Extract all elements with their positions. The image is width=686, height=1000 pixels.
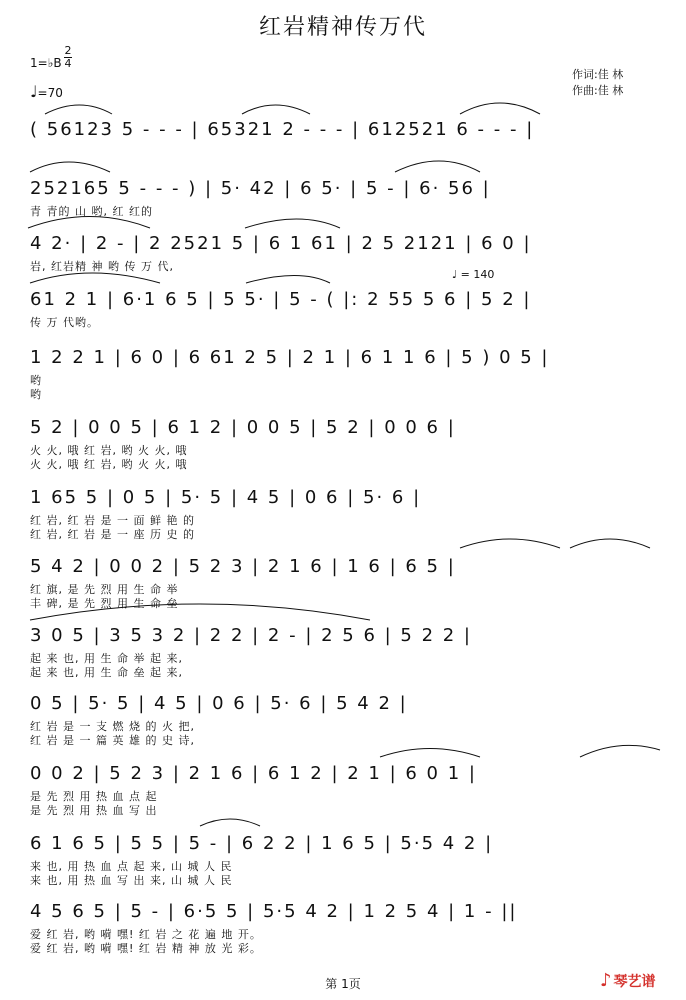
lyrics-verse-2: 来 也, 用 热 血 写 出 来, 山 城 人 民 [30, 874, 233, 887]
time-top: 2 [64, 44, 72, 57]
notation-line: 5 2 | 0 0 5 | 6 1 2 | 0 0 5 | 5 2 | 0 0 6 | [30, 416, 456, 438]
lyrics-verse-2: 哟 [30, 388, 42, 401]
lyrics-verse-2: 是 先 烈 用 热 血 写 出 [30, 804, 158, 817]
lyrics-verse-2: 红 岩 是 一 篇 英 雄 的 史 诗, [30, 734, 195, 747]
logo-mark-icon: ♪ [600, 970, 612, 991]
notation-line: 6 1 6 5 | 5 5 | 5 - | 6 2 2 | 1 6 5 | 5·5 4 2 | [30, 832, 494, 854]
notation-line: 252165 5 - - - ) | 5· 42 | 6 5· | 5 - | 6· 56 | [30, 177, 491, 199]
slur-arc [30, 273, 160, 283]
song-title: 红岩精神传万代 [258, 15, 427, 40]
tempo-change: ♩ = 140 [452, 268, 495, 281]
key-note: B [53, 56, 62, 70]
lyrics-verse-1: 起 来 也, 用 生 命 举 起 来, [30, 652, 183, 665]
lyrics-verse-1: 爱 红 岩, 哟 嗬 嘿! 红 岩 之 花 遍 地 开。 [30, 928, 262, 941]
flat-sign: ♭ [47, 56, 54, 70]
site-logo [600, 970, 656, 991]
notation-line: 1 2 2 1 | 6 0 | 6 61 2 5 | 2 1 | 6 1 1 6 | 5 ) 0 5 | [30, 346, 550, 368]
logo-text: 琴艺谱 [613, 973, 656, 990]
lyrics-verse-1: 是 先 烈 用 热 血 点 起 [30, 790, 158, 803]
slur-arc [242, 105, 310, 114]
slur-arc [395, 161, 480, 172]
notation-line: 1 65 5 | 0 5 | 5· 5 | 4 5 | 0 6 | 5· 6 | [30, 486, 422, 508]
lyrics-verse-1: 来 也, 用 热 血 点 起 来, 山 城 人 民 [30, 860, 233, 873]
notation-line: 3 0 5 | 3 5 3 2 | 2 2 | 2 - | 2 5 6 | 5 2 2 | [30, 624, 472, 646]
lyrics-verse-1: 岩, 红岩精 神 哟 传 万 代, [30, 260, 174, 273]
notation-line: 5 4 2 | 0 0 2 | 5 2 3 | 2 1 6 | 1 6 | 6 5 | [30, 555, 456, 577]
lyrics-verse-1: 红 旗, 是 先 烈 用 生 命 举 [30, 583, 179, 596]
slur-arc [45, 105, 112, 114]
slur-arc [200, 819, 260, 826]
time-signature [64, 46, 72, 69]
slur-arc [380, 749, 480, 758]
key-signature [30, 56, 62, 70]
lyrics-verse-2: 丰 碑, 是 先 烈 用 生 命 垒 [30, 597, 179, 610]
quarter-note-icon: ♩ [30, 82, 38, 101]
tempo-value: =70 [37, 86, 63, 100]
notation-line: 4 2· | 2 - | 2 2521 5 | 6 1 61 | 2 5 2121 | 6 0 | [30, 232, 532, 254]
slur-arc [245, 219, 340, 228]
lyrics-verse-1: 哟 [30, 374, 42, 387]
tempo-marking [30, 82, 63, 101]
lyrics-verse-2: 火 火, 哦 红 岩, 哟 火 火, 哦 [30, 458, 188, 471]
lyrics-verse-1: 红 岩, 红 岩 是 一 面 鲜 艳 的 [30, 514, 195, 527]
lyricist-credit: 作词:佳 林 [572, 68, 624, 81]
slur-arc [460, 103, 540, 114]
key-label: 1= [30, 56, 48, 70]
lyrics-verse-1: 传 万 代哟。 [30, 316, 99, 329]
notation-line: ( 56123 5 - - - | 65321 2 - - - | 612521 6 - - - | [30, 118, 535, 140]
lyrics-verse-2: 爱 红 岩, 哟 嗬 嘿! 红 岩 精 神 放 光 彩。 [30, 942, 262, 955]
lyrics-verse-1: 青 青的 山 哟, 红 红的 [30, 205, 153, 218]
slur-arc [30, 162, 110, 172]
notation-line: 0 0 2 | 5 2 3 | 2 1 6 | 6 1 2 | 2 1 | 6 0 1 | [30, 762, 477, 784]
lyrics-verse-1: 红 岩 是 一 支 燃 烧 的 火 把, [30, 720, 195, 733]
lyrics-verse-2: 红 岩, 红 岩 是 一 座 历 史 的 [30, 528, 195, 541]
lyrics-verse-1: 火 火, 哦 红 岩, 哟 火 火, 哦 [30, 444, 188, 457]
composer-credit: 作曲:佳 林 [572, 84, 624, 97]
notation-line: 0 5 | 5· 5 | 4 5 | 0 6 | 5· 6 | 5 4 2 | [30, 692, 408, 714]
slur-arc [246, 276, 330, 284]
notation-line: 4 5 6 5 | 5 - | 6·5 5 | 5·5 4 2 | 1 2 5 4 | 1 - || [30, 900, 518, 922]
lyrics-verse-2: 起 来 也, 用 生 命 垒 起 来, [30, 666, 183, 679]
time-bottom: 4 [64, 57, 72, 70]
page-number: 第 1页 [325, 977, 361, 991]
notation-line: 61 2 1 | 6·1 6 5 | 5 5· | 5 - ( |: 2 55 5 6 | 5 2 | [30, 288, 532, 310]
